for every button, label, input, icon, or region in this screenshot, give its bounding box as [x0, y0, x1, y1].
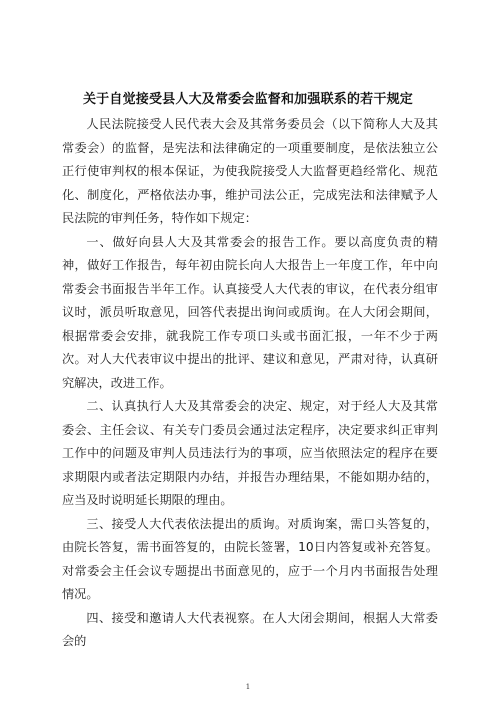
document-body — [62, 113, 438, 654]
document-title: 关于自觉接受县人大及常委会监督和加强联系的若干规定 — [82, 92, 413, 107]
page-number: 1 — [245, 683, 251, 691]
paragraph-intro: 人民法院接受人民代表大会及其常务委员会（以下简称人大及其常委会）的监督，是宪法和法律确定的一项重要制度，是依法独立公正行使审判权的根本保证，为使我院接受人大监督更趋经常化、规范化、制度化，严格依法办事，维护司法公正，完成宪法和法律赋予人民法院的审判任务，特作如下规定： — [62, 117, 438, 225]
paragraph-3: 三、接受人大代表依法提出的质询。对质询案，需口头答复的，由院长答复，需书面答复的，由院长签署，10日内答复或补充答复。对常委会主任会议专题提出书面意见的，应于一个月内书面报告处理情况。 — [62, 516, 438, 601]
paragraph-1: 一、做好向县人大及其常委会的报告工作。要以高度负责的精神，做好工作报告，每年初由院长向人大报告上一年度工作，年中向常委会书面报告半年工作。认真接受人大代表的审议，在代表分组审议时，派员听取意见，回答代表提出询问或质询。在人大闭会期间，根据常委会安排，就我院工作专项口头或书面汇报，一年不少于两次。对人大代表审议中提出的批评、建议和意见，严肃对待，认真研究解决，改进工作。 — [62, 234, 438, 390]
paragraph-4: 四、接受和邀请人大代表视察。在人大闭会期间，根据人大常委会的 — [62, 610, 438, 648]
paragraph-2: 二、认真执行人大及其常委会的决定、规定，对于经人大及其常委会、主任会议、有关专门委员会通过法定程序，决定要求纠正审判工作中的问题及审判人员违法行为的事项，应当依照法定的程序在要求期限内或者法定期限内办结，并报告办理结果，不能如期办结的，应当及时说明延长期限的理由。 — [62, 399, 438, 507]
